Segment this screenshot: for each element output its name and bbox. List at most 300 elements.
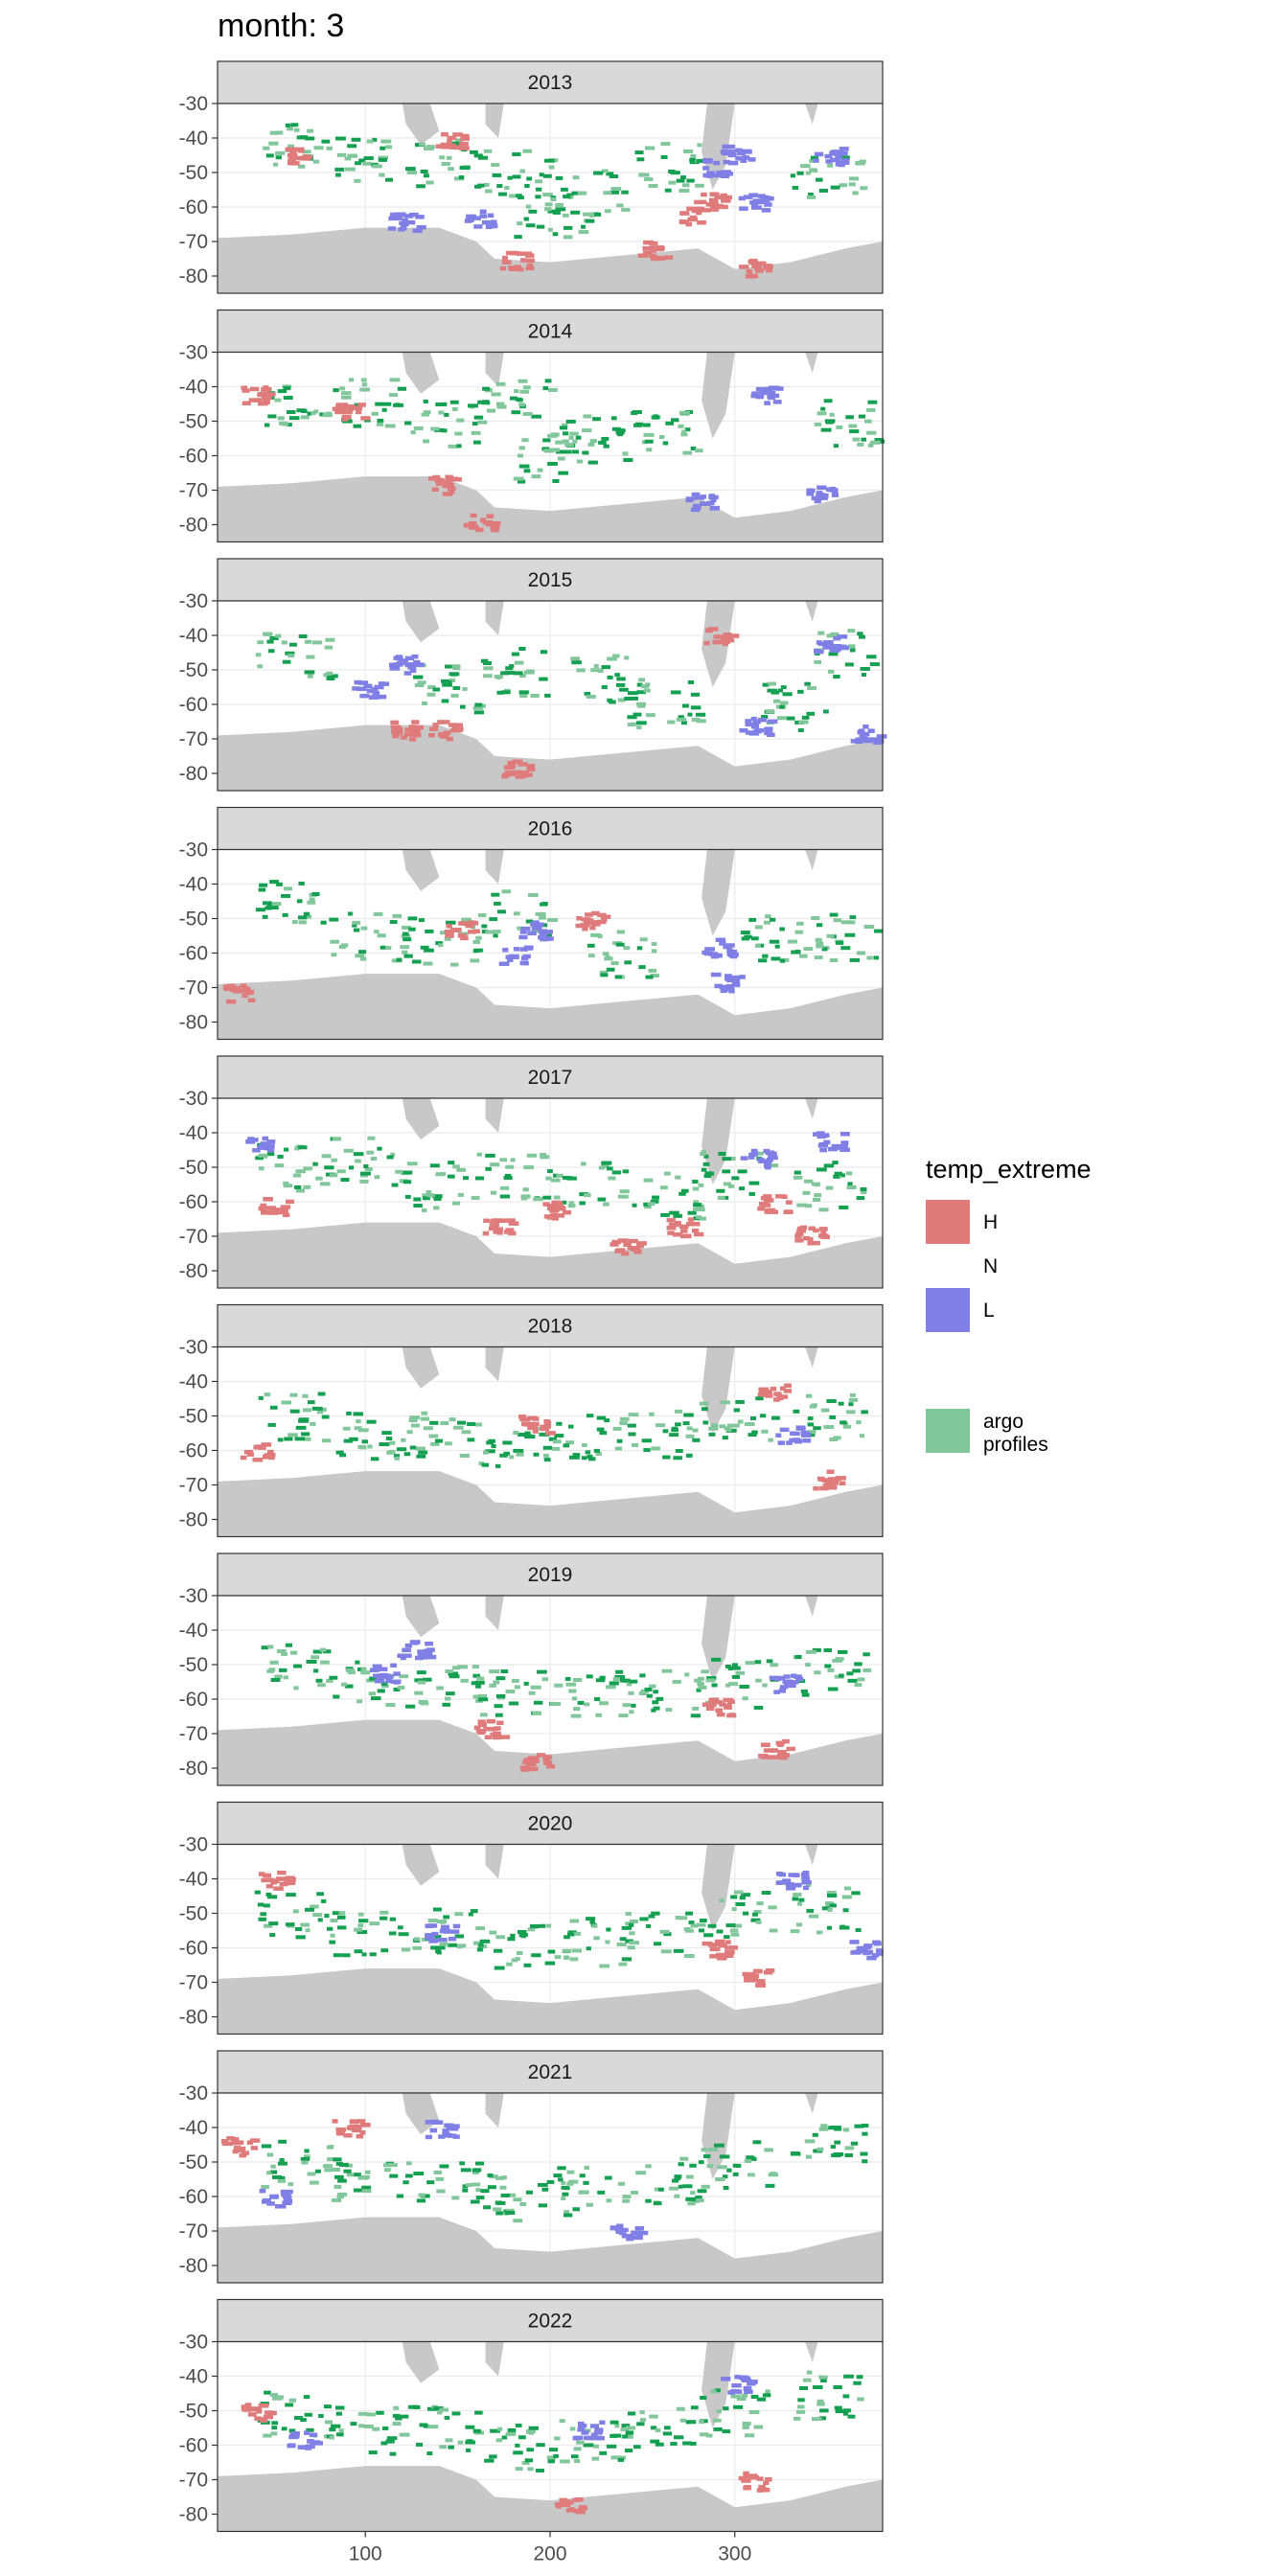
argo-profile-cell bbox=[771, 1416, 780, 1420]
argo-profile-cell bbox=[768, 682, 776, 686]
extreme-h-cell bbox=[697, 220, 706, 225]
extreme-h-cell bbox=[710, 1947, 721, 1952]
argo-profile-cell bbox=[847, 1679, 857, 1683]
argo-profile-cell bbox=[474, 2411, 483, 2415]
argo-profile-cell bbox=[548, 2459, 555, 2463]
extreme-h-cell bbox=[517, 267, 523, 272]
argo-profile-cell bbox=[807, 1422, 814, 1426]
argo-profile-cell bbox=[381, 402, 391, 406]
extreme-l-cell bbox=[719, 941, 725, 946]
extreme-l-cell bbox=[310, 2433, 317, 2438]
argo-profile-cell bbox=[700, 1402, 709, 1406]
argo-profile-cell bbox=[494, 1949, 502, 1953]
argo-profile-cell bbox=[826, 421, 834, 425]
extreme-h-cell bbox=[692, 1229, 699, 1233]
extreme-h-cell bbox=[679, 219, 686, 224]
argo-profile-cell bbox=[295, 1437, 306, 1440]
argo-profile-cell bbox=[714, 2144, 724, 2148]
argo-profile-cell bbox=[659, 1930, 669, 1934]
argo-profile-cell bbox=[549, 448, 560, 452]
extreme-l-cell bbox=[445, 2133, 453, 2138]
extreme-h-cell bbox=[597, 913, 606, 918]
argo-profile-cell bbox=[364, 156, 374, 160]
argo-profile-cell bbox=[848, 425, 857, 428]
extreme-h-cell bbox=[693, 208, 702, 213]
extreme-l-cell bbox=[473, 224, 482, 229]
argo-profile-cell bbox=[540, 650, 547, 654]
argo-profile-cell bbox=[605, 2176, 612, 2180]
argo-profile-cell bbox=[492, 392, 501, 396]
argo-profile-cell bbox=[407, 171, 417, 174]
argo-profile-cell bbox=[587, 443, 594, 447]
argo-profile-cell bbox=[403, 954, 412, 958]
extreme-l-cell bbox=[815, 152, 823, 157]
argo-profile-cell bbox=[544, 159, 555, 163]
argo-profile-cell bbox=[473, 2429, 481, 2433]
argo-profile-cell bbox=[564, 2186, 570, 2190]
argo-profile-cell bbox=[509, 194, 517, 197]
extreme-h-cell bbox=[505, 770, 513, 775]
argo-profile-cell bbox=[457, 1421, 466, 1425]
extreme-l-cell bbox=[536, 923, 544, 928]
argo-profile-cell bbox=[585, 2166, 589, 2170]
argo-profile-cell bbox=[358, 2424, 364, 2427]
argo-profile-cell bbox=[580, 2191, 589, 2195]
extreme-h-cell bbox=[551, 1208, 558, 1213]
legend bbox=[926, 1155, 1213, 1459]
argo-profile-cell bbox=[278, 2140, 287, 2144]
y-tick-label: -60 bbox=[178, 2186, 208, 2208]
argo-profile-cell bbox=[564, 226, 572, 230]
argo-profile-cell bbox=[390, 378, 401, 381]
argo-profile-cell bbox=[390, 1918, 396, 1921]
argo-profile-cell bbox=[618, 2182, 625, 2186]
extreme-h-cell bbox=[302, 154, 308, 159]
y-tick-label: -50 bbox=[178, 410, 208, 433]
argo-profile-cell bbox=[614, 2424, 619, 2427]
extreme-h-cell bbox=[773, 1392, 781, 1396]
extreme-h-cell bbox=[502, 260, 512, 264]
argo-profile-cell bbox=[404, 421, 411, 425]
argo-profile-cell bbox=[439, 2164, 448, 2168]
argo-profile-cell bbox=[449, 1417, 456, 1421]
argo-profile-cell bbox=[389, 1450, 396, 1454]
argo-profile-cell bbox=[516, 2467, 523, 2471]
argo-profile-cell bbox=[771, 691, 780, 695]
argo-profile-cell bbox=[501, 1669, 509, 1673]
argo-profile-cell bbox=[618, 1195, 629, 1199]
y-tick-label: -80 bbox=[178, 2006, 208, 2029]
argo-profile-cell bbox=[720, 2154, 730, 2158]
argo-profile-cell bbox=[512, 410, 521, 414]
argo-profile-cell bbox=[478, 1697, 488, 1701]
argo-profile-cell bbox=[472, 431, 481, 435]
extreme-h-cell bbox=[702, 208, 711, 213]
argo-profile-cell bbox=[567, 1933, 574, 1937]
argo-profile-cell bbox=[669, 2187, 678, 2191]
extreme-l-cell bbox=[413, 1641, 419, 1645]
argo-profile-cell bbox=[853, 438, 861, 442]
argo-profile-cell bbox=[397, 958, 402, 962]
argo-profile-cell bbox=[483, 2205, 491, 2209]
extreme-h-cell bbox=[343, 2133, 352, 2138]
argo-profile-cell bbox=[452, 686, 460, 690]
argo-profile-cell bbox=[751, 2395, 759, 2399]
argo-profile-cell bbox=[532, 1712, 541, 1715]
extreme-l-cell bbox=[801, 1876, 810, 1881]
argo-profile-cell bbox=[616, 677, 626, 680]
argo-profile-cell bbox=[461, 2168, 472, 2172]
argo-profile-cell bbox=[720, 1400, 729, 1404]
argo-profile-cell bbox=[573, 175, 580, 179]
argo-profile-cell bbox=[433, 1907, 442, 1911]
argo-profile-cell bbox=[692, 1180, 698, 1184]
argo-profile-cell bbox=[339, 2163, 349, 2167]
argo-profile-cell bbox=[592, 1924, 598, 1928]
argo-profile-cell bbox=[439, 2408, 448, 2412]
extreme-l-cell bbox=[726, 943, 735, 948]
argo-profile-cell bbox=[332, 1159, 337, 1162]
argo-profile-cell bbox=[271, 906, 279, 909]
argo-profile-cell bbox=[610, 174, 618, 178]
extreme-l-cell bbox=[298, 2445, 307, 2450]
argo-profile-cell bbox=[497, 909, 506, 913]
argo-profile-cell bbox=[318, 2414, 324, 2418]
argo-profile-cell bbox=[843, 1425, 851, 1429]
argo-profile-cell bbox=[826, 1399, 836, 1403]
argo-profile-cell bbox=[673, 1456, 681, 1460]
argo-profile-cell bbox=[539, 916, 546, 920]
argo-profile-cell bbox=[691, 1924, 699, 1928]
argo-profile-cell bbox=[270, 1661, 279, 1665]
argo-profile-cell bbox=[274, 1675, 282, 1679]
argo-profile-cell bbox=[476, 2196, 485, 2199]
y-tick-label: -30 bbox=[178, 1336, 208, 1359]
argo-profile-cell bbox=[593, 172, 603, 175]
extreme-l-cell bbox=[816, 486, 826, 491]
extreme-h-cell bbox=[544, 1424, 551, 1429]
y-tick-label: -80 bbox=[178, 2503, 208, 2526]
extreme-l-cell bbox=[288, 2443, 295, 2448]
argo-profile-cell bbox=[586, 695, 596, 699]
argo-profile-cell bbox=[819, 2128, 829, 2131]
argo-profile-cell bbox=[401, 1438, 405, 1442]
y-tick-label: -50 bbox=[178, 1405, 208, 1428]
y-tick-label: -70 bbox=[178, 1723, 208, 1745]
argo-profile-cell bbox=[696, 1215, 702, 1219]
argo-profile-cell bbox=[374, 930, 379, 933]
argo-profile-cell bbox=[628, 2411, 635, 2415]
extreme-h-cell bbox=[458, 933, 465, 938]
argo-profile-cell bbox=[393, 403, 403, 407]
argo-profile-cell bbox=[473, 949, 479, 953]
extreme-l-cell bbox=[431, 1932, 438, 1937]
argo-profile-cell bbox=[317, 1410, 324, 1414]
argo-profile-cell bbox=[573, 1453, 581, 1457]
argo-profile-cell bbox=[656, 1697, 663, 1701]
argo-profile-cell bbox=[563, 431, 568, 435]
y-tick-label: -30 bbox=[178, 2331, 208, 2354]
argo-profile-cell bbox=[286, 1922, 294, 1926]
extreme-h-cell bbox=[338, 407, 346, 412]
argo-profile-cell bbox=[419, 2194, 426, 2197]
argo-profile-cell bbox=[676, 1916, 680, 1920]
extreme-h-cell bbox=[463, 921, 470, 926]
argo-profile-cell bbox=[293, 1686, 298, 1690]
argo-profile-cell bbox=[425, 930, 433, 933]
strip-label: 2017 bbox=[527, 1067, 573, 1089]
argo-profile-cell bbox=[607, 1166, 613, 1170]
argo-profile-cell bbox=[366, 1151, 374, 1155]
argo-profile-cell bbox=[828, 670, 834, 674]
argo-profile-cell bbox=[836, 426, 842, 429]
argo-profile-cell bbox=[755, 944, 761, 948]
extreme-l-cell bbox=[751, 1152, 758, 1157]
argo-profile-cell bbox=[330, 940, 339, 944]
argo-profile-cell bbox=[302, 1394, 308, 1398]
extreme-l-cell bbox=[383, 1674, 393, 1679]
argo-profile-cell bbox=[593, 1936, 600, 1940]
argo-profile-cell bbox=[644, 688, 651, 692]
argo-profile-cell bbox=[770, 1663, 778, 1667]
argo-profile-cell bbox=[828, 1688, 839, 1691]
argo-profile-cell bbox=[267, 1423, 275, 1427]
argo-profile-cell bbox=[718, 1152, 725, 1156]
argo-profile-cell bbox=[819, 189, 828, 193]
argo-profile-cell bbox=[639, 1673, 645, 1677]
argo-profile-cell bbox=[535, 195, 540, 198]
y-tick-label: -80 bbox=[178, 514, 208, 537]
argo-profile-cell bbox=[548, 228, 553, 232]
argo-profile-cell bbox=[766, 709, 774, 713]
argo-profile-cell bbox=[369, 1691, 376, 1695]
argo-profile-cell bbox=[459, 175, 465, 179]
argo-profile-cell bbox=[284, 1148, 288, 1152]
extreme-h-cell bbox=[241, 385, 247, 390]
argo-profile-cell bbox=[379, 173, 384, 177]
argo-profile-cell bbox=[844, 1886, 851, 1890]
extreme-l-cell bbox=[796, 1425, 805, 1430]
extreme-l-cell bbox=[748, 157, 755, 162]
argo-profile-cell bbox=[424, 173, 429, 177]
argo-profile-cell bbox=[678, 189, 689, 193]
argo-profile-cell bbox=[310, 2181, 319, 2185]
argo-profile-cell bbox=[478, 156, 488, 160]
argo-profile-cell bbox=[416, 1455, 426, 1459]
argo-profile-cell bbox=[296, 1189, 305, 1193]
argo-profile-cell bbox=[733, 2405, 743, 2409]
argo-profile-cell bbox=[436, 2177, 445, 2181]
extreme-h-cell bbox=[436, 481, 444, 486]
argo-profile-cell bbox=[749, 2410, 760, 2414]
extreme-h-cell bbox=[226, 2136, 235, 2141]
argo-profile-cell bbox=[467, 2439, 473, 2443]
argo-profile-cell bbox=[823, 709, 829, 713]
argo-profile-cell bbox=[360, 1172, 371, 1176]
argo-profile-cell bbox=[494, 1966, 505, 1970]
argo-profile-cell bbox=[356, 1699, 362, 1703]
extreme-h-cell bbox=[572, 2497, 579, 2502]
argo-profile-cell bbox=[345, 168, 356, 172]
argo-profile-cell bbox=[684, 1954, 695, 1958]
extreme-h-cell bbox=[390, 721, 399, 725]
extreme-l-cell bbox=[746, 723, 755, 727]
argo-profile-cell bbox=[625, 2449, 632, 2452]
argo-profile-cell bbox=[445, 1441, 452, 1445]
extreme-l-cell bbox=[247, 1137, 254, 1141]
y-tick-label: -60 bbox=[178, 445, 208, 468]
argo-profile-cell bbox=[746, 2155, 754, 2159]
argo-profile-cell bbox=[604, 1418, 610, 1422]
argo-profile-cell bbox=[371, 1457, 379, 1460]
argo-profile-cell bbox=[327, 1927, 333, 1931]
extreme-h-cell bbox=[544, 1214, 555, 1219]
argo-profile-cell bbox=[700, 2396, 706, 2400]
argo-profile-cell bbox=[631, 723, 636, 726]
argo-profile-cell bbox=[445, 2416, 450, 2420]
argo-profile-cell bbox=[594, 1697, 600, 1701]
argo-profile-cell bbox=[723, 1436, 728, 1439]
argo-profile-cell bbox=[398, 1925, 403, 1929]
legend-label-argo: argo profiles bbox=[983, 1411, 1048, 1456]
extreme-h-cell bbox=[504, 766, 515, 770]
argo-profile-cell bbox=[646, 1924, 651, 1928]
argo-profile-cell bbox=[564, 235, 573, 239]
argo-profile-cell bbox=[477, 401, 487, 404]
argo-profile-cell bbox=[519, 2202, 526, 2206]
argo-profile-cell bbox=[354, 1928, 362, 1932]
argo-profile-cell bbox=[680, 2419, 686, 2423]
argo-profile-cell bbox=[639, 1917, 648, 1920]
extreme-l-cell bbox=[417, 225, 426, 230]
argo-profile-cell bbox=[442, 1703, 450, 1707]
argo-profile-cell bbox=[358, 950, 366, 954]
argo-profile-cell bbox=[512, 1679, 519, 1683]
argo-profile-cell bbox=[346, 1668, 355, 1672]
argo-profile-cell bbox=[586, 1917, 595, 1920]
extreme-h-cell bbox=[720, 194, 727, 198]
argo-profile-cell bbox=[654, 2201, 662, 2205]
argo-profile-cell bbox=[630, 1920, 638, 1923]
y-tick-label: -80 bbox=[178, 265, 208, 288]
extreme-l-cell bbox=[396, 655, 402, 659]
argo-profile-cell bbox=[489, 1931, 496, 1935]
argo-profile-cell bbox=[824, 1648, 832, 1652]
argo-profile-cell bbox=[357, 1445, 365, 1449]
extreme-h-cell bbox=[636, 1244, 644, 1249]
argo-profile-cell bbox=[385, 946, 391, 950]
extreme-l-cell bbox=[748, 193, 758, 197]
argo-profile-cell bbox=[652, 1700, 658, 1704]
argo-profile-cell bbox=[847, 629, 855, 632]
argo-profile-cell bbox=[294, 128, 300, 132]
extreme-h-cell bbox=[518, 1414, 526, 1419]
argo-profile-cell bbox=[638, 965, 645, 969]
argo-profile-cell bbox=[668, 181, 676, 185]
argo-profile-cell bbox=[606, 1927, 610, 1931]
argo-profile-cell bbox=[472, 422, 478, 426]
argo-profile-cell bbox=[493, 2207, 501, 2211]
argo-profile-cell bbox=[656, 2428, 661, 2432]
argo-profile-cell bbox=[730, 2395, 740, 2399]
y-tick-label: -40 bbox=[178, 1370, 208, 1393]
extreme-h-cell bbox=[464, 523, 472, 528]
argo-profile-cell bbox=[385, 145, 392, 149]
y-tick-label: -40 bbox=[178, 625, 208, 647]
argo-profile-cell bbox=[601, 437, 609, 441]
argo-profile-cell bbox=[588, 461, 598, 465]
argo-profile-cell bbox=[439, 155, 445, 159]
extreme-l-cell bbox=[743, 150, 752, 154]
argo-profile-cell bbox=[689, 2164, 696, 2168]
legend-key-n bbox=[926, 1244, 970, 1288]
extreme-h-cell bbox=[537, 1753, 545, 1758]
extreme-l-cell bbox=[401, 226, 407, 231]
argo-profile-cell bbox=[699, 2160, 704, 2164]
extreme-l-cell bbox=[801, 1433, 811, 1438]
argo-profile-cell bbox=[563, 214, 569, 218]
argo-profile-cell bbox=[473, 2168, 481, 2172]
argo-profile-cell bbox=[682, 451, 692, 455]
argo-profile-cell bbox=[510, 1934, 515, 1938]
extreme-l-cell bbox=[726, 952, 733, 956]
argo-profile-cell bbox=[417, 2198, 426, 2202]
y-tick-label: -70 bbox=[178, 2220, 208, 2242]
extreme-l-cell bbox=[802, 1438, 811, 1443]
argo-profile-cell bbox=[287, 410, 295, 414]
argo-profile-cell bbox=[674, 1949, 684, 1953]
argo-profile-cell bbox=[513, 174, 521, 178]
extreme-l-cell bbox=[408, 662, 418, 667]
extreme-h-cell bbox=[267, 1450, 274, 1455]
extreme-h-cell bbox=[266, 1884, 273, 1889]
argo-profile-cell bbox=[610, 2434, 617, 2438]
y-tick-label: -50 bbox=[178, 162, 208, 184]
argo-profile-cell bbox=[412, 1946, 422, 1950]
extreme-h-cell bbox=[706, 629, 713, 633]
argo-profile-cell bbox=[764, 921, 770, 925]
argo-profile-cell bbox=[556, 1422, 562, 1426]
argo-profile-cell bbox=[702, 1420, 708, 1424]
argo-profile-cell bbox=[400, 2433, 410, 2437]
argo-profile-cell bbox=[736, 1671, 746, 1675]
argo-profile-cell bbox=[549, 2448, 558, 2451]
extreme-l-cell bbox=[783, 1674, 790, 1679]
extreme-l-cell bbox=[401, 1656, 406, 1661]
extreme-h-cell bbox=[719, 1702, 725, 1707]
argo-profile-cell bbox=[834, 2141, 840, 2145]
extreme-l-cell bbox=[764, 1162, 770, 1166]
argo-profile-cell bbox=[572, 1696, 577, 1700]
panel-2015 bbox=[179, 559, 887, 791]
argo-profile-cell bbox=[839, 183, 847, 187]
argo-profile-cell bbox=[580, 2174, 586, 2177]
extreme-h-cell bbox=[764, 1748, 774, 1753]
argo-profile-cell bbox=[731, 1176, 739, 1180]
extreme-l-cell bbox=[757, 1158, 764, 1162]
argo-profile-cell bbox=[305, 1928, 310, 1932]
extreme-h-cell bbox=[758, 1754, 768, 1759]
argo-profile-cell bbox=[678, 425, 683, 428]
extreme-l-cell bbox=[744, 2390, 753, 2395]
argo-profile-cell bbox=[856, 1928, 862, 1932]
argo-profile-cell bbox=[359, 1180, 368, 1184]
argo-profile-cell bbox=[440, 1421, 448, 1425]
argo-profile-cell bbox=[265, 1893, 271, 1897]
argo-profile-cell bbox=[551, 197, 557, 201]
argo-profile-cell bbox=[688, 680, 694, 684]
argo-profile-cell bbox=[834, 2152, 843, 2156]
